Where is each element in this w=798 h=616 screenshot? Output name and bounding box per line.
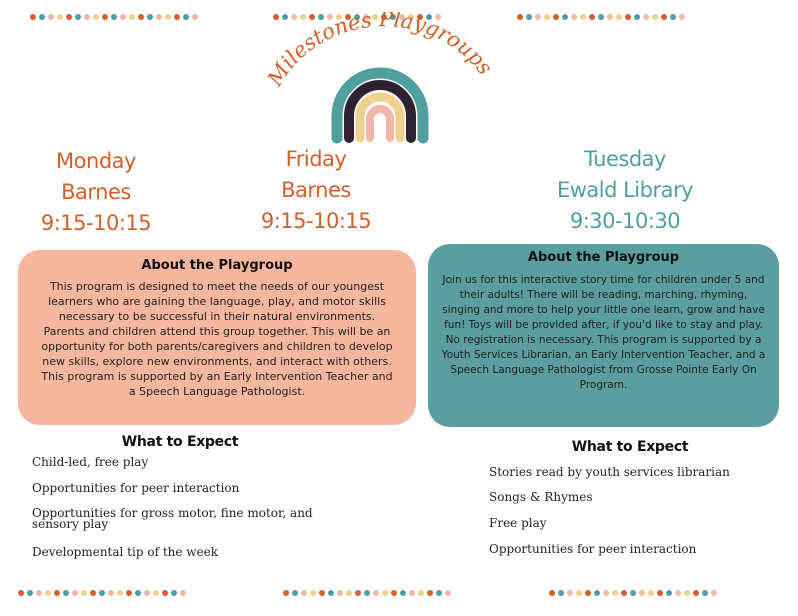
list-item: Stories read by youth services librarian [489, 465, 730, 479]
decorative-dot [144, 590, 150, 596]
list-item: Opportunities for gross motor, fine motor, and sensory play [32, 506, 313, 531]
schedule-time: 9:15-10:15 [260, 209, 372, 233]
decorative-dot [679, 14, 685, 20]
about-text: Join us for this interactive story time for children under 5 and their adults! There will be reading, marching, rhyming, singing and more to help your little one learn, grow and have fun! Toys will be provided after, if you'd like to stay and play. No registration is necessary. This program is supported by a Youth Services Librarian, an Early Intervention Teacher, and a Speech Language Pathologist from Grosse Pointe Early On Program. [441, 274, 766, 391]
decorative-dot [612, 590, 618, 596]
decorative-dot [517, 14, 523, 20]
decorative-dot [652, 14, 658, 20]
decorative-dot [111, 14, 117, 20]
decorative-dot [66, 14, 72, 20]
decorative-dot [427, 590, 433, 596]
decorative-dot [180, 590, 186, 596]
decorative-dot [126, 590, 132, 596]
decorative-dot [153, 590, 159, 596]
decorative-dot [418, 590, 424, 596]
rainbow-arc-pink [370, 109, 390, 138]
decorative-dot [607, 14, 613, 20]
decorative-dot [39, 14, 45, 20]
decorative-dot [562, 14, 568, 20]
decorative-dot [54, 590, 60, 596]
decorative-dot [174, 14, 180, 20]
decorative-dot [657, 590, 663, 596]
decorative-dot [102, 14, 108, 20]
about-box-left [18, 250, 416, 425]
decorative-dot [373, 590, 379, 596]
decorative-dot [675, 590, 681, 596]
schedule-day: Friday [285, 147, 347, 171]
about-box-right [428, 244, 779, 427]
dot-border-bottom-left [18, 590, 186, 596]
decorative-dot [648, 590, 654, 596]
decorative-dot [634, 14, 640, 20]
decorative-dot [337, 590, 343, 596]
decorative-dot [328, 590, 334, 596]
decorative-dot [621, 590, 627, 596]
decorative-dot [409, 590, 415, 596]
decorative-dot [138, 14, 144, 20]
decorative-dot [319, 590, 325, 596]
decorative-dot [57, 14, 63, 20]
decorative-dot [553, 14, 559, 20]
schedule-monday [36, 146, 156, 239]
schedule-day: Tuesday [584, 147, 666, 171]
decorative-dot [711, 590, 717, 596]
decorative-dot [84, 14, 90, 20]
list-item: Child-led, free play [32, 455, 149, 469]
decorative-dot [27, 590, 33, 596]
decorative-dot [630, 590, 636, 596]
list-item: Developmental tip of the week [32, 545, 219, 559]
decorative-dot [165, 14, 171, 20]
schedule-friday [256, 144, 376, 237]
decorative-dot [585, 590, 591, 596]
expect-list-left [32, 454, 362, 564]
decorative-dot [594, 590, 600, 596]
decorative-dot [382, 590, 388, 596]
decorative-dot [171, 590, 177, 596]
decorative-dot [544, 14, 550, 20]
decorative-dot [576, 590, 582, 596]
decorative-dot [625, 14, 631, 20]
decorative-dot [90, 590, 96, 596]
dot-border-top-left [30, 14, 198, 20]
decorative-dot [310, 590, 316, 596]
decorative-dot [355, 590, 361, 596]
decorative-dot [391, 590, 397, 596]
dot-border-bottom-center [283, 590, 451, 596]
decorative-dot [63, 590, 69, 596]
decorative-dot [156, 14, 162, 20]
decorative-dot [567, 590, 573, 596]
decorative-dot [661, 14, 667, 20]
schedule-day: Monday [56, 149, 136, 173]
decorative-dot [93, 14, 99, 20]
decorative-dot [603, 590, 609, 596]
decorative-dot [616, 14, 622, 20]
decorative-dot [549, 590, 555, 596]
expect-list-right [489, 460, 779, 560]
expect-heading-right: What to Expect [571, 439, 689, 455]
decorative-dot [283, 590, 289, 596]
schedule-time: 9:30-10:30 [569, 209, 681, 233]
decorative-dot [45, 590, 51, 596]
decorative-dot [135, 590, 141, 596]
decorative-dot [535, 14, 541, 20]
decorative-dot [99, 590, 105, 596]
decorative-dot [346, 590, 352, 596]
dot-border-bottom-right [549, 590, 717, 596]
decorative-dot [670, 14, 676, 20]
decorative-dot [18, 590, 24, 596]
decorative-dot [693, 590, 699, 596]
decorative-dot [36, 590, 42, 596]
decorative-dot [292, 590, 298, 596]
schedule-location: Ewald Library [556, 178, 694, 202]
decorative-dot [301, 590, 307, 596]
decorative-dot [129, 14, 135, 20]
list-item: Opportunities for peer interaction [32, 481, 240, 495]
decorative-dot [589, 14, 595, 20]
about-heading: About the Playgroup [141, 258, 293, 273]
decorative-dot [666, 590, 672, 596]
decorative-dot [120, 14, 126, 20]
decorative-dot [108, 590, 114, 596]
decorative-dot [117, 590, 123, 596]
decorative-dot [183, 14, 189, 20]
decorative-dot [162, 590, 168, 596]
decorative-dot [526, 14, 532, 20]
list-item: Songs & Rhymes [489, 490, 593, 504]
decorative-dot [436, 590, 442, 596]
expect-heading-left: What to Expect [121, 434, 239, 450]
dot-border-top-right [517, 14, 685, 20]
decorative-dot [639, 590, 645, 596]
decorative-dot [400, 590, 406, 596]
decorative-dot [75, 14, 81, 20]
decorative-dot [558, 590, 564, 596]
decorative-dot [48, 14, 54, 20]
page-title: Milestones Playgroups [262, 12, 498, 91]
schedule-location: Barnes [61, 180, 131, 204]
decorative-dot [702, 590, 708, 596]
decorative-dot [72, 590, 78, 596]
decorative-dot [192, 14, 198, 20]
decorative-dot [571, 14, 577, 20]
decorative-dot [147, 14, 153, 20]
decorative-dot [445, 590, 451, 596]
about-heading: About the Playgroup [527, 250, 680, 265]
decorative-dot [643, 14, 649, 20]
decorative-dot [580, 14, 586, 20]
about-text: This program is designed to meet the needs of our youngest learners who are gaining the language, play, and motor skills necessary to be successful in their natural environments. Parents and children attend this group together. This will be an opportunity for both parents/caregivers and children to develop new skills, explore new environments, and interact with others. This program is supported by an Early Intervention Teacher and a Speech Language Pathologist. [41, 280, 393, 398]
decorative-dot [684, 590, 690, 596]
list-item: Free play [489, 516, 547, 530]
list-item: Opportunities for peer interaction [489, 542, 697, 556]
decorative-dot [30, 14, 36, 20]
schedule-time: 9:15-10:15 [40, 211, 152, 235]
decorative-dot [81, 590, 87, 596]
schedule-tuesday [535, 144, 715, 237]
decorative-dot [598, 14, 604, 20]
decorative-dot [364, 590, 370, 596]
schedule-location: Barnes [281, 178, 351, 202]
logo-rainbow [250, 12, 510, 147]
